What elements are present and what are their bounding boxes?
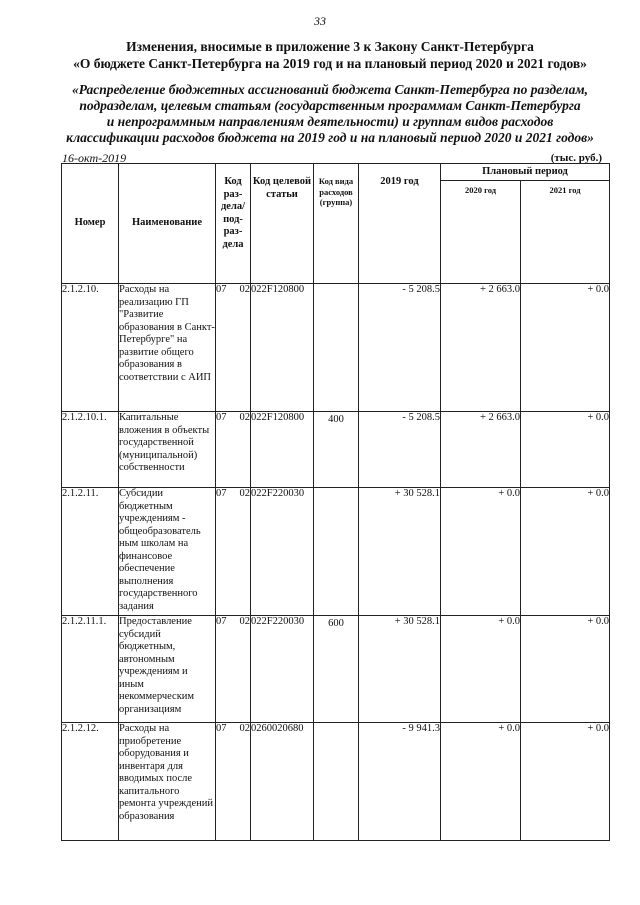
row-2019: - 5 208.5 (359, 412, 441, 488)
row-number: 2.1.2.10. (62, 284, 119, 412)
row-name: Расходы на приобретение оборудования и инвентаря для вводимых после капитального ремонта учреждений образования (119, 723, 216, 841)
row-target-code: 022F220030 (251, 488, 314, 616)
table-row (62, 616, 610, 723)
table-row (62, 488, 610, 616)
header-expense-type-code: Код вида расходов (группа) (314, 164, 359, 284)
row-2019: + 30 528.1 (359, 488, 441, 616)
row-2019: - 5 208.5 (359, 284, 441, 412)
row-name: Субсидии бюджетным учреждениям - общеобразователь ным школам на финансовое обеспечение выполнения государственного задания (119, 488, 216, 616)
header-2019: 2019 год (359, 164, 441, 284)
row-name: Капитальные вложения в объекты государственной (муниципальной) собственности (119, 412, 216, 488)
row-target-code: 022F120800 (251, 284, 314, 412)
row-2021: + 0.0 (521, 412, 610, 488)
row-2020: + 2 663.0 (441, 412, 521, 488)
row-2021: + 0.0 (521, 284, 610, 412)
title-line-2: «О бюджете Санкт-Петербурга на 2019 год и на плановый период 2020 и 2021 годов» (73, 56, 587, 71)
row-target-code: 022F220030 (251, 616, 314, 723)
header-name: Наименование (119, 164, 216, 284)
subsection: 02 (239, 723, 250, 734)
row-2020: + 0.0 (441, 723, 521, 841)
row-section-code (216, 616, 251, 723)
table-row (62, 412, 610, 488)
document-subtitle (30, 82, 630, 146)
subsection: 02 (239, 412, 250, 423)
header-2021: 2021 год (521, 181, 610, 284)
row-type-code: 600 (314, 616, 359, 723)
row-section-code (216, 284, 251, 412)
row-2019: + 30 528.1 (359, 616, 441, 723)
row-2021: + 0.0 (521, 723, 610, 841)
section: 07 (216, 488, 227, 499)
units-label: (тыс. руб.) (550, 152, 602, 164)
subsection: 02 (239, 488, 250, 499)
row-name: Предоставление субсидий бюджетным, автономным учреждениям и иным некоммерческим организациям (119, 616, 216, 723)
section: 07 (216, 616, 227, 627)
title-line-1: Изменения, вносимые в приложение 3 к Закону Санкт-Петербурга (126, 39, 534, 54)
row-type-code: 400 (314, 412, 359, 488)
subtitle-line-2: подразделам, целевым статьям (государственным программам Санкт-Петербурга (79, 98, 581, 113)
header-target-code: Код целевой статьи (251, 164, 314, 284)
row-section-code (216, 723, 251, 841)
row-target-code: 0260020680 (251, 723, 314, 841)
row-number: 2.1.2.11. (62, 488, 119, 616)
subsection: 02 (239, 616, 250, 627)
row-2020: + 0.0 (441, 616, 521, 723)
table-row (62, 284, 610, 412)
row-2019: - 9 941.3 (359, 723, 441, 841)
row-section-code (216, 488, 251, 616)
header-planned-period: Плановый период (441, 164, 610, 181)
subsection: 02 (239, 284, 250, 295)
page-number: 33 (314, 14, 326, 28)
header-section-code: Код раз-дела/ под-раз-дела (216, 164, 251, 284)
row-2021: + 0.0 (521, 616, 610, 723)
row-type-code (314, 723, 359, 841)
row-number: 2.1.2.11.1. (62, 616, 119, 723)
table-row (62, 723, 610, 841)
section: 07 (216, 723, 227, 734)
section: 07 (216, 412, 227, 423)
subtitle-line-1: «Распределение бюджетных ассигнований бюджета Санкт-Петербурга по разделам, (72, 82, 588, 97)
document-date: 16-окт-2019 (62, 151, 127, 165)
row-type-code (314, 488, 359, 616)
row-type-code (314, 284, 359, 412)
row-number: 2.1.2.10.1. (62, 412, 119, 488)
budget-table (61, 163, 610, 841)
header-2020: 2020 год (441, 181, 521, 284)
header-number: Номер (62, 164, 119, 284)
row-section-code (216, 412, 251, 488)
row-2020: + 2 663.0 (441, 284, 521, 412)
subtitle-line-3: и непрограммным направлениям деятельности) и группам видов расходов (106, 114, 554, 129)
section: 07 (216, 284, 227, 295)
row-name: Расходы на реализацию ГП "Развитие образования в Санкт-Петербурге" на развитие общего образования в соответствии с АИП (119, 284, 216, 412)
subtitle-line-4: классификации расходов бюджета на 2019 год и на плановый период 2020 и 2021 годов» (66, 130, 594, 145)
row-2021: + 0.0 (521, 488, 610, 616)
row-target-code: 022F120800 (251, 412, 314, 488)
row-2020: + 0.0 (441, 488, 521, 616)
row-number: 2.1.2.12. (62, 723, 119, 841)
document-title (30, 38, 630, 72)
